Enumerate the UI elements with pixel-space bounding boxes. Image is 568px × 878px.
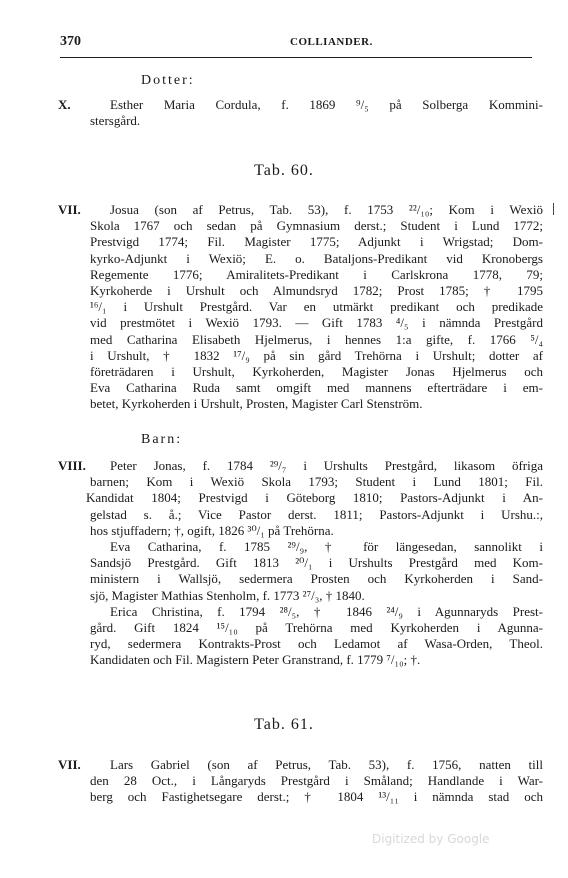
text-line: ministern i Wallsjö, sedermera Prosten och Kyrkoherden i Sand- — [90, 571, 543, 587]
text-line: Erica Christina, f. 1794 ²⁸/₅, † 1846 ²⁴/₉ i Agunnaryds Prest- — [110, 603, 543, 619]
text-line: Esther Maria Cordula, f. 1869 ⁹/₅ på Solberga Kommini- — [110, 97, 543, 112]
text-line: Eva Catharina Ruda samt omgift med mannens efterträdare i em- — [90, 380, 543, 396]
text-line: vid prestmötet i Wexiö 1793. — Gift 1783 ⁴/₅ i nämnda Prestgård — [90, 315, 543, 331]
text-line: företrädaren i Urshult, Kyrkoherden, Magister Jonas Hjelmerus och — [90, 364, 543, 380]
barn-label: Barn: — [141, 432, 183, 447]
page-header — [60, 34, 530, 54]
text-line: betet, Kyrkoherden i Urshult, Prosten, Magister Carl Stenström. — [90, 396, 423, 412]
generation-x: X. — [58, 97, 71, 112]
lars-entry — [90, 757, 543, 806]
running-title: COLLIANDER. — [290, 36, 373, 48]
margin-mark — [553, 203, 554, 215]
text-line: Regemente 1776; Amiralitets-Predikant i Carlskrona 1778, 79; — [90, 266, 543, 282]
dotter-entry — [90, 97, 543, 129]
text-line: med Catharina Elisabeth Hjelmerus, i hennes 1:a gifte, f. 1766 ⁵/₄ — [90, 331, 543, 347]
dotter-label: Dotter: — [141, 73, 195, 88]
text-line: barnen; Kom i Wexiö Skola 1793; Student i Lund 1801; Fil. — [90, 474, 543, 490]
header-rule — [60, 57, 532, 58]
text-line: i Urshult, † 1832 ¹⁷/₉ på sin gård Trehörna i Urshult; dotter af — [90, 347, 543, 363]
text-line: sjö, Magister Mathias Stenholm, f. 1773 ²⁷/₃, † 1840. — [90, 587, 365, 603]
text-line: stersgård. — [90, 113, 141, 129]
text-line: Peter Jonas, f. 1784 ²⁹/₇ i Urshults Prestgård, likasom öfriga — [110, 458, 543, 473]
text-line: gelstad s. å.; Vice Pastor derst. 1811; Pastors-Adjunkt i Urshu.:, — [90, 506, 543, 522]
text-line: Eva Catharina, f. 1785 ²⁹/₉, † för längesedan, sannolikt i — [110, 539, 543, 555]
generation-vii-b: VII. — [58, 757, 81, 772]
text-line: Kyrkoherde i Urshult och Almundsryd 1782; Prost 1785; † 1795 — [90, 283, 543, 299]
text-line: Skola 1767 och sedan på Gymnasium derst.; Student i Lund 1772; — [90, 218, 543, 234]
barn-entries — [86, 458, 543, 669]
text-line: Kandidaten och Fil. Magistern Peter Granstrand, f. 1779 ⁷/₁₀; †. — [90, 652, 421, 668]
text-line: ¹⁶/₁ i Urshult Prestgård. Var en utmärkt predikant och predikade — [90, 299, 543, 315]
text-line: ryd, sedermera Kontrakts-Prost och Ledamot af Wasa-Orden, Theol. — [90, 636, 543, 652]
text-line: gård. Gift 1824 ¹⁵/₁₀ på Trehörna med Kyrkoherden i Agunna- — [90, 620, 543, 636]
text-line: hos stjuffadern; †, ogift, 1826 ³⁰/₁ på Trehörna. — [90, 522, 334, 538]
text-line: kyrko-Adjunkt i Wexiö; E. o. Bataljons-Predikant vid Kronobergs — [90, 250, 543, 266]
page-number: 370 — [60, 34, 81, 49]
generation-vii: VII. — [58, 202, 81, 217]
text-line: Prestvigd 1774; Fil. Magister 1775; Adjunkt i Wrigstad; Dom- — [90, 234, 543, 250]
text-line: Sandsjö Prestgård. Gift 1813 ²⁰/₁ i Urshults Prestgård med Kom- — [90, 555, 543, 571]
josua-entry — [90, 202, 543, 413]
text-line: Kandidat 1804; Prestvigd i Göteborg 1810; Pastors-Adjunkt i An- — [86, 490, 543, 506]
text-line: den 28 Oct., i Långaryds Prestgård i Småland; Handlande i War- — [90, 773, 543, 789]
text-line: Josua (son af Petrus, Tab. 53), f. 1753 ²²/₁₀; Kom i Wexiö — [110, 202, 543, 217]
digitization-watermark: Digitized by Google — [372, 832, 490, 846]
tab-60-heading: Tab. 60. — [254, 162, 314, 179]
tab-61-heading: Tab. 61. — [254, 716, 314, 733]
text-line: berg och Fastighetsegare derst.; † 1804 ¹³/₁₁ i nämnda stad och — [90, 789, 543, 805]
text-line: Lars Gabriel (son af Petrus, Tab. 53), f. 1756, natten till — [110, 757, 543, 772]
generation-viii: VIII. — [58, 458, 86, 473]
